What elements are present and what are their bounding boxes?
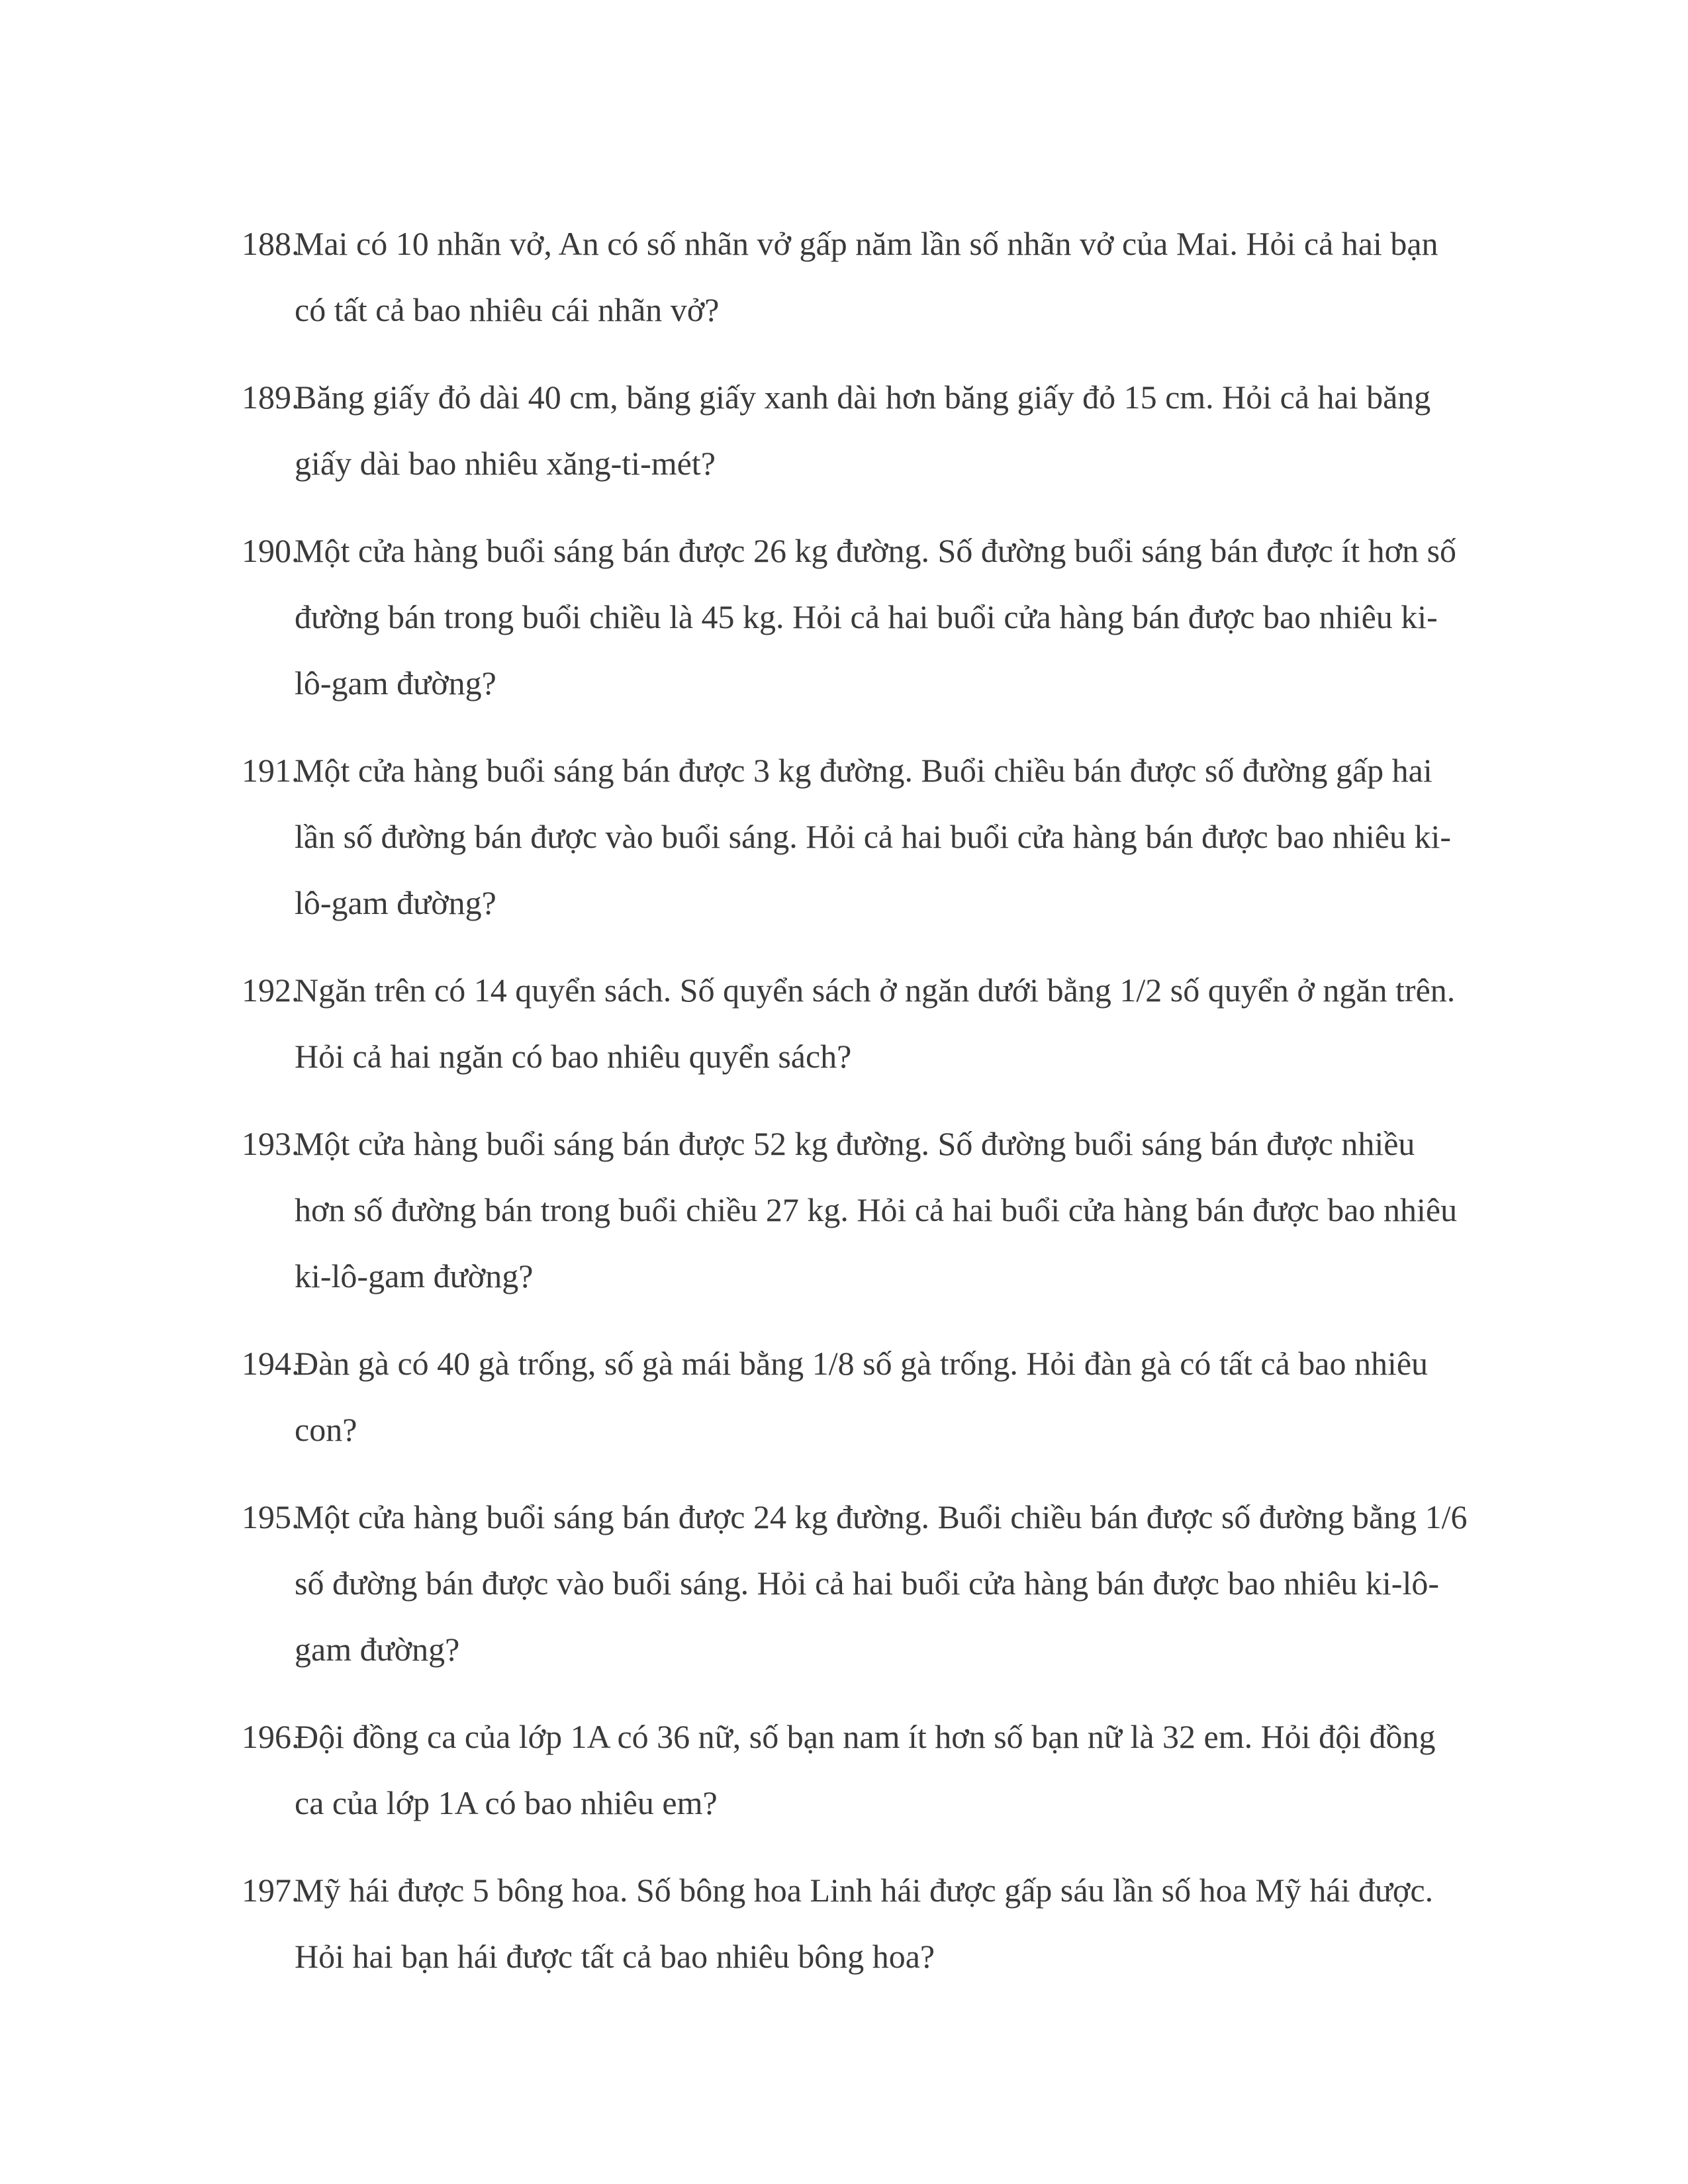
problem-list [242,210,1473,2011]
problem-item [242,1484,1473,1682]
problem-item [242,737,1473,936]
problem-text: Mỹ hái được 5 bông hoa. Số bông hoa Linh hái được gấp sáu lần số hoa Mỹ hái được. Hỏi hai bạn hái được tất cả bao nhiêu bông hoa? [295,1872,1434,1975]
problem-text: Mai có 10 nhãn vở, An có số nhãn vở gấp năm lần số nhãn vở của Mai. Hỏi cả hai bạn có tất cả bao nhiêu cái nhãn vở? [295,225,1438,328]
problem-text: Một cửa hàng buổi sáng bán được 24 kg đường. Buổi chiều bán được số đường bằng 1/6 số đường bán được vào buổi sáng. Hỏi cả hai buổi cửa hàng bán được bao nhiêu ki-lô-gam đường? [295,1498,1468,1668]
problem-number: 189. [242,379,300,416]
problem-number: 197. [242,1872,300,1909]
problem-text: Ngăn trên có 14 quyển sách. Số quyển sách ở ngăn dưới bằng 1/2 số quyển ở ngăn trên. Hỏi cả hai ngăn có bao nhiêu quyển sách? [295,972,1456,1075]
problem-item [242,1111,1473,1309]
problem-item [242,518,1473,716]
problem-number: 191. [242,752,300,789]
problem-text: Một cửa hàng buổi sáng bán được 52 kg đường. Số đường buổi sáng bán được nhiều hơn số đường bán trong buổi chiều 27 kg. Hỏi cả hai buổi cửa hàng bán được bao nhiêu ki-lô-gam đường? [295,1125,1458,1295]
problem-item [242,1857,1473,1989]
problem-item [242,210,1473,343]
problem-number: 196. [242,1718,300,1755]
problem-text: Đội đồng ca của lớp 1A có 36 nữ, số bạn nam ít hơn số bạn nữ là 32 em. Hỏi đội đồng ca của lớp 1A có bao nhiêu em? [295,1718,1436,1821]
problem-text: Một cửa hàng buổi sáng bán được 3 kg đường. Buổi chiều bán được số đường gấp hai lần số đường bán được vào buổi sáng. Hỏi cả hai buổi cửa hàng bán được bao nhiêu ki-lô-gam đường? [295,752,1452,921]
problem-number: 195. [242,1498,300,1535]
problem-text: Một cửa hàng buổi sáng bán được 26 kg đường. Số đường buổi sáng bán được ít hơn số đường bán trong buổi chiều là 45 kg. Hỏi cả hai buổi cửa hàng bán được bao nhiêu ki-lô-gam đường? [295,532,1457,702]
problem-number: 192. [242,972,300,1009]
problem-text: Đàn gà có 40 gà trống, số gà mái bằng 1/8 số gà trống. Hỏi đàn gà có tất cả bao nhiêu con? [295,1345,1429,1448]
problem-number: 193. [242,1125,300,1162]
problem-number: 188. [242,225,300,262]
problem-item [242,957,1473,1089]
problem-item [242,364,1473,496]
problem-number: 194. [242,1345,300,1382]
problem-number: 190. [242,532,300,569]
problem-item [242,1704,1473,1836]
problem-item [242,1330,1473,1463]
problem-text: Băng giấy đỏ dài 40 cm, băng giấy xanh dài hơn băng giấy đỏ 15 cm. Hỏi cả hai băng giấy dài bao nhiêu xăng-ti-mét? [295,379,1431,482]
